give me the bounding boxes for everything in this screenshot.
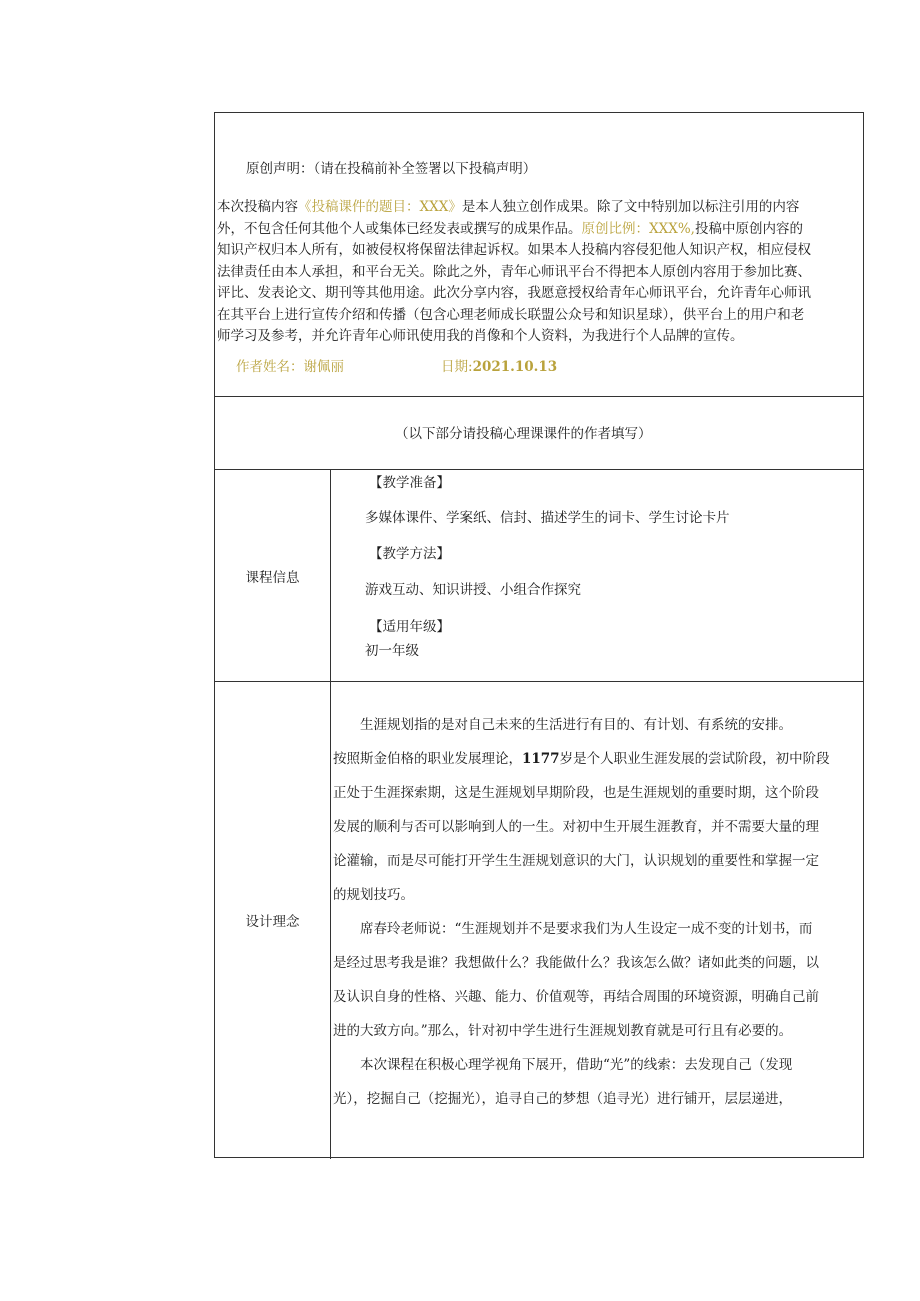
design-line: 生涯规划指的是对自己未来的生活进行有目的、有计划、有系统的安排。 (333, 717, 792, 733)
row-divider (215, 681, 863, 682)
section-note: （以下部分请投稿心理课课件的作者填写） (395, 426, 652, 442)
prep-text: 多媒体课件、学案纸、信封、描述学生的词卡、学生讨论卡片 (365, 510, 730, 526)
design-line: 光），挖掘自己（挖掘光），追寻自己的梦想（追寻光）进行铺开，层层递进， (333, 1091, 792, 1107)
design-line: 发展的顺利与否可以影响到人的一生。对初中生开展生涯教育，并不需要大量的理 (333, 819, 819, 835)
design-line: 的规划技巧。 (333, 887, 414, 903)
sign-date: 日期:2021.10.13 (441, 359, 558, 375)
design-line: 及认识自身的性格、兴趣、能力、价值观等，再结合周围的环境资源，明确自己前 (333, 989, 819, 1005)
declaration-line: 在其平台上进行宣传介绍和传播（包含心理老师成长联盟公众号和知识星球），供平台上的用户和老 (217, 306, 805, 323)
grade-heading: 【适用年级】 (369, 619, 450, 635)
design-line: 进的大致方向。”那么，针对初中学生进行生涯规划教育就是可行且有必要的。 (333, 1023, 793, 1039)
author-name: 作者姓名：谢佩丽 (236, 359, 344, 375)
declaration-line: 本次投稿内容《投稿课件的题目：XXX》是本人独立创作成果。除了文中特别加以标注引用的内容 (217, 199, 800, 215)
design-line: 是经过思考我是谁？我想做什么？我能做什么？我该怎么做？诸如此类的问题，以 (333, 955, 819, 971)
declaration-line: 师学习及参考，并允许青年心师讯使用我的肖像和个人资料，为我进行个人品牌的宣传。 (217, 328, 744, 344)
design-line: 席春玲老师说：“生涯规划并不是要求我们为人生设定一成不变的计划书，而 (333, 921, 813, 937)
prep-heading: 【教学准备】 (369, 475, 450, 491)
declaration-line: 知识产权归本人所有，如被侵权将保留法律起诉权。如果本人投稿内容侵犯他人知识产权，相应侵权 (217, 242, 811, 258)
row-divider (215, 469, 863, 470)
design-line: 本次课程在积极心理学视角下展开，借助“光”的线索：去发现自己（发现 (333, 1057, 793, 1073)
declaration-line: 外，不包含任何其他个人或集体已经发表或撰写的成果作品。原创比例：XXX%,投稿中原创内容的 (217, 220, 803, 237)
declaration-line: 评比、发表论文、期刊等其他用途。此次分享内容，我愿意授权给青年心师讯平台，允许青年心师讯 (217, 285, 811, 301)
design-line: 按照斯金伯格的职业发展理论，1177岁是个人职业生涯发展的尝试阶段，初中阶段 (333, 751, 830, 767)
grade-text: 初一年级 (365, 643, 419, 659)
row-divider (215, 396, 863, 397)
declaration-text (217, 197, 861, 348)
design-line: 论灌输，而是尽可能打开学生生涯规划意识的大门，认识规划的重要性和掌握一定 (333, 853, 819, 869)
course-info-label: 课程信息 (245, 570, 300, 586)
design-line: 正处于生涯探索期，这是生涯规划早期阶段，也是生涯规划的重要时期，这个阶段 (333, 785, 819, 801)
method-heading: 【教学方法】 (369, 546, 450, 562)
declaration-line: 法律责任由本人承担，和平台无关。除此之外，青年心师讯平台不得把本人原创内容用于参加比赛、 (217, 263, 811, 280)
design-label: 设计理念 (245, 914, 300, 930)
column-divider (330, 469, 331, 1159)
declaration-title: 原创声明：（请在投稿前补全签署以下投稿声明） (246, 161, 537, 177)
method-text: 游戏互动、知识讲授、小组合作探究 (365, 582, 581, 598)
declaration-table (214, 112, 864, 1158)
